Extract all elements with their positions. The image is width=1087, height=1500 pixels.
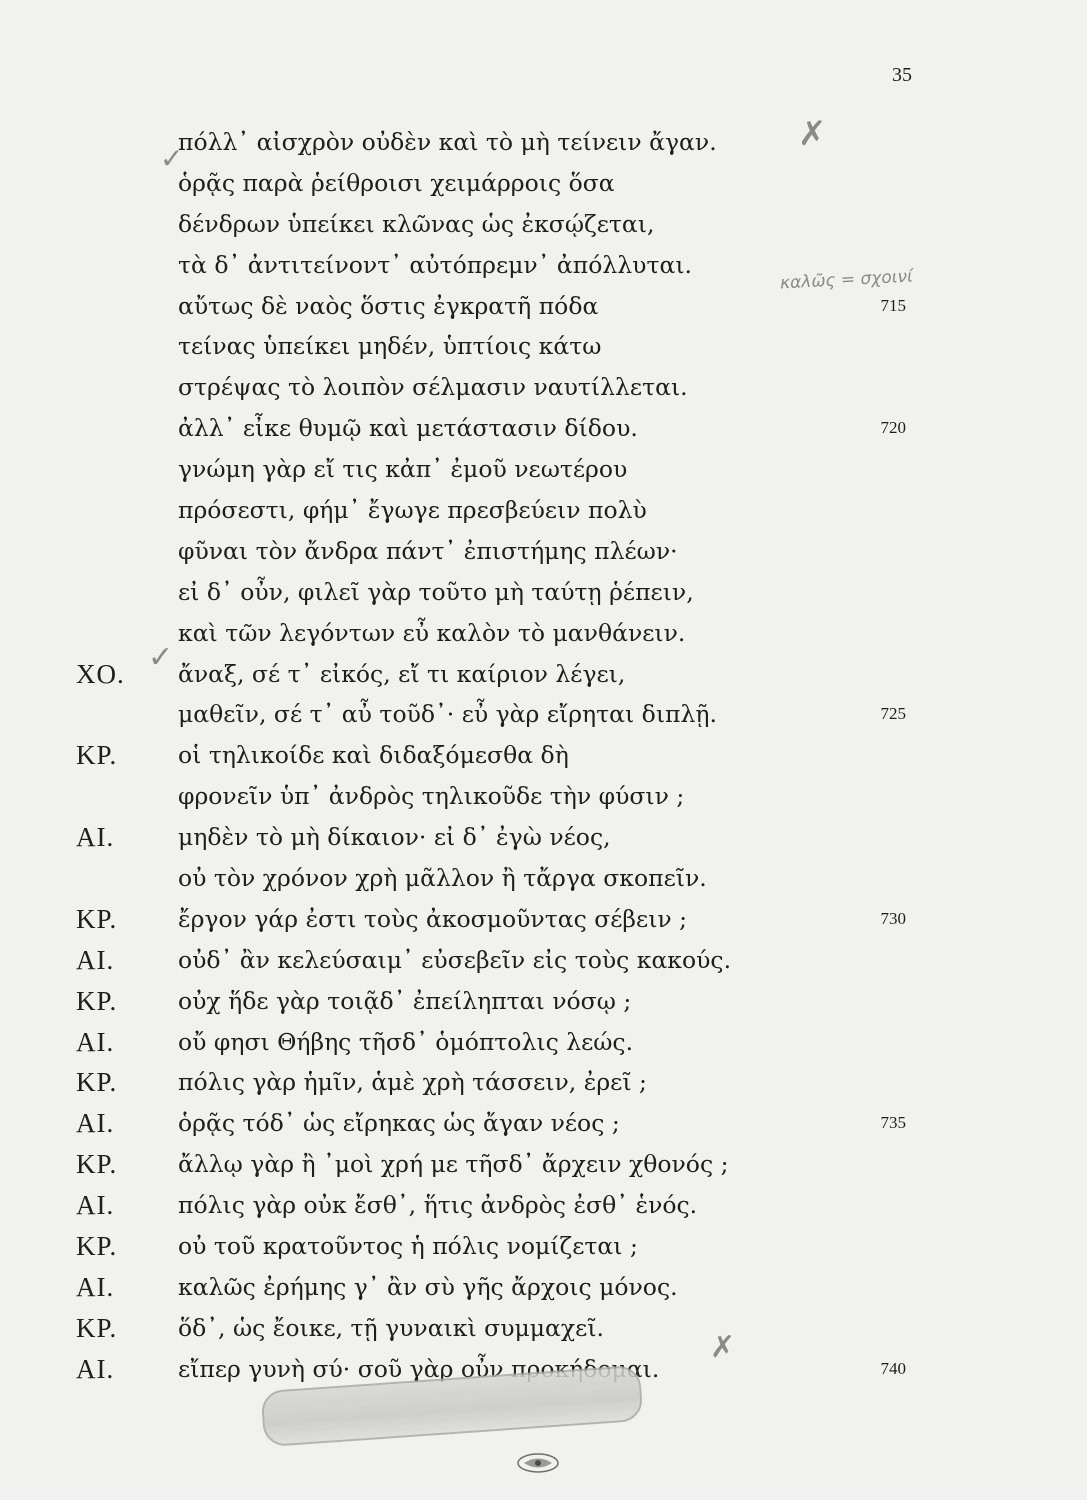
- verse-text: πόλις γὰρ ἡμῖν, ἁμὲ χρὴ τάσσειν, ἐρεῖ ;: [178, 1068, 647, 1097]
- handwritten-margin-note: καλῶς = σχοινί: [779, 266, 914, 294]
- line-number: 740: [880, 1358, 906, 1378]
- verse-text: πόλις γὰρ οὐκ ἔσθ᾽, ἥτις ἀνδρὸς ἐσθ᾽ ἑνός.: [178, 1191, 698, 1220]
- verse-line: [0, 122, 1087, 163]
- verse-text: καλῶς ἐρήμης γ᾽ ἂν σὺ γῆς ἄρχοις μόνος.: [178, 1272, 678, 1301]
- verse-line: [0, 694, 1087, 735]
- speaker-label: ΑΙ.: [76, 1271, 115, 1302]
- verse-text: στρέψας τὸ λοιπὸν σέλμασιν ναυτίλλεται.: [178, 373, 688, 402]
- verse-line: [0, 776, 1087, 817]
- verse-line: [0, 204, 1087, 245]
- speaker-label: ΚΡ.: [76, 985, 118, 1016]
- verse-line: [0, 940, 1087, 981]
- verse-text: οὐχ ἥδε γὰρ τοιᾷδ᾽ ἐπείληπται νόσῳ ;: [178, 986, 632, 1015]
- verse-line: [0, 858, 1087, 899]
- verse-line: [0, 531, 1087, 572]
- verse-line: [0, 490, 1087, 531]
- verse-text: οὐ τοῦ κρατοῦντος ἡ πόλις νομίζεται ;: [178, 1232, 638, 1261]
- page-number: 35: [892, 64, 912, 86]
- line-number: 730: [880, 908, 906, 928]
- verse-text: οὐδ᾽ ἂν κελεύσαιμ᾽ εὐσεβεῖν εἰς τοὺς κακούς.: [178, 945, 732, 974]
- verse-text: ἔργον γάρ ἐστι τοὺς ἀκοσμοῦντας σέβειν ;: [178, 904, 688, 933]
- verse-line: [0, 735, 1087, 776]
- verse-text: εἰ δ᾽ οὖν, φιλεῖ γὰρ τοῦτο μὴ ταύτῃ ῥέπειν,: [178, 577, 694, 606]
- verse-line: [0, 654, 1087, 695]
- line-number: 725: [880, 704, 906, 724]
- verse-text: πρόσεστι, φήμ᾽ ἔγωγε πρεσβεύειν πολὺ: [178, 496, 647, 525]
- verse-text: ἀλλ᾽ εἶκε θυμῷ καὶ μετάστασιν δίδου.: [178, 414, 638, 443]
- speaker-label: ΑΙ.: [76, 1353, 115, 1384]
- verse-line: [0, 1103, 1087, 1144]
- verse-line: [0, 572, 1087, 613]
- verse-text: καὶ τῶν λεγόντων εὖ καλὸν τὸ μανθάνειν.: [178, 618, 686, 647]
- verse-line: [0, 817, 1087, 858]
- pencil-cross-mark: ✗: [798, 114, 827, 154]
- speaker-label: ΑΙ.: [76, 944, 115, 975]
- verse-line: [0, 286, 1087, 327]
- verse-line: [0, 1226, 1087, 1267]
- line-number: 735: [880, 1113, 906, 1133]
- speaker-label: ΑΙ.: [76, 1026, 115, 1057]
- verse-text: αὔτως δὲ ναὸς ὅστις ἐγκρατῆ πόδα: [178, 291, 599, 320]
- verse-line: [0, 1022, 1087, 1063]
- verse-line: [0, 1062, 1087, 1103]
- verse-line: [0, 1308, 1087, 1349]
- verse-line: [0, 449, 1087, 490]
- verse-line: [0, 326, 1087, 367]
- verse-text: εἴπερ γυνὴ σύ· σοῦ γὰρ οὖν προκήδομαι.: [178, 1354, 660, 1383]
- verse-text: ὅδ᾽, ὡς ἔοικε, τῇ γυναικὶ συμμαχεῖ.: [178, 1313, 605, 1342]
- line-number: 715: [880, 295, 906, 315]
- verse-text: δένδρων ὑπείκει κλῶνας ὡς ἐκσῴζεται,: [178, 209, 655, 238]
- verse-text: οὔ φησι Θήβης τῆσδ᾽ ὁμόπτολις λεώς.: [178, 1027, 634, 1056]
- pencil-cross-mark: ✗: [710, 1330, 736, 1365]
- verse-text: ἄναξ, σέ τ᾽ εἰκός, εἴ τι καίριον λέγει,: [178, 659, 626, 688]
- verse-text-block: [0, 122, 1087, 1390]
- speaker-label: ΑΙ.: [76, 1108, 115, 1139]
- verse-line: [0, 1144, 1087, 1185]
- printer-ornament-icon: [516, 1452, 560, 1474]
- speaker-label: ΚΡ.: [76, 1231, 118, 1262]
- speaker-label: ΚΡ.: [76, 740, 118, 771]
- pencil-check-mark: ✓: [160, 142, 184, 175]
- verse-line: [0, 613, 1087, 654]
- verse-text: πόλλ᾽ αἰσχρὸν οὐδὲν καὶ τὸ μὴ τείνειν ἄγαν.: [178, 128, 717, 156]
- speaker-label: ΑΙ.: [76, 1190, 115, 1221]
- speaker-label: ΧΟ.: [76, 658, 125, 689]
- verse-text: φρονεῖν ὑπ᾽ ἀνδρὸς τηλικοῦδε τὴν φύσιν ;: [178, 782, 685, 811]
- verse-text: οὐ τὸν χρόνον χρὴ μᾶλλον ἢ τἄργα σκοπεῖν.: [178, 864, 707, 893]
- verse-text: ἄλλῳ γὰρ ἢ ᾽μοὶ χρή με τῆσδ᾽ ἄρχειν χθονός ;: [178, 1150, 729, 1179]
- pencil-check-mark: ✓: [148, 640, 174, 675]
- speaker-label: ΑΙ.: [76, 822, 115, 853]
- verse-line: [0, 1185, 1087, 1226]
- verse-text: ὁρᾷς παρὰ ῥείθροισι χειμάρροις ὅσα: [178, 168, 615, 197]
- verse-line: [0, 899, 1087, 940]
- verse-text: τείνας ὑπείκει μηδέν, ὑπτίοις κάτω: [178, 332, 602, 361]
- line-number: 720: [880, 418, 906, 438]
- verse-line: [0, 367, 1087, 408]
- verse-line: [0, 408, 1087, 449]
- speaker-label: ΚΡ.: [76, 1067, 118, 1098]
- verse-line: [0, 981, 1087, 1022]
- verse-text: μηδὲν τὸ μὴ δίκαιον· εἰ δ᾽ ἐγὼ νέος,: [178, 823, 611, 852]
- speaker-label: ΚΡ.: [76, 1149, 118, 1180]
- verse-line: [0, 163, 1087, 204]
- verse-text: τὰ δ᾽ ἀντιτείνοντ᾽ αὐτόπρεμν᾽ ἀπόλλυται.: [178, 250, 693, 279]
- verse-line: [0, 1267, 1087, 1308]
- speaker-label: ΚΡ.: [76, 903, 118, 934]
- verse-text: μαθεῖν, σέ τ᾽ αὖ τοῦδ᾽· εὖ γὰρ εἴρηται διπλῇ.: [178, 700, 717, 729]
- verse-text: ὁρᾷς τόδ᾽ ὡς εἴρηκας ὡς ἄγαν νέος ;: [178, 1109, 620, 1138]
- speaker-label: ΚΡ.: [76, 1312, 118, 1343]
- verse-line: [0, 245, 1087, 286]
- verse-text: γνώμη γὰρ εἴ τις κἀπ᾽ ἐμοῦ νεωτέρου: [178, 455, 628, 484]
- verse-text: οἱ τηλικοίδε καὶ διδαξόμεσθα δὴ: [178, 741, 569, 770]
- verse-text: φῦναι τὸν ἄνδρα πάντ᾽ ἐπιστήμης πλέων·: [178, 536, 678, 565]
